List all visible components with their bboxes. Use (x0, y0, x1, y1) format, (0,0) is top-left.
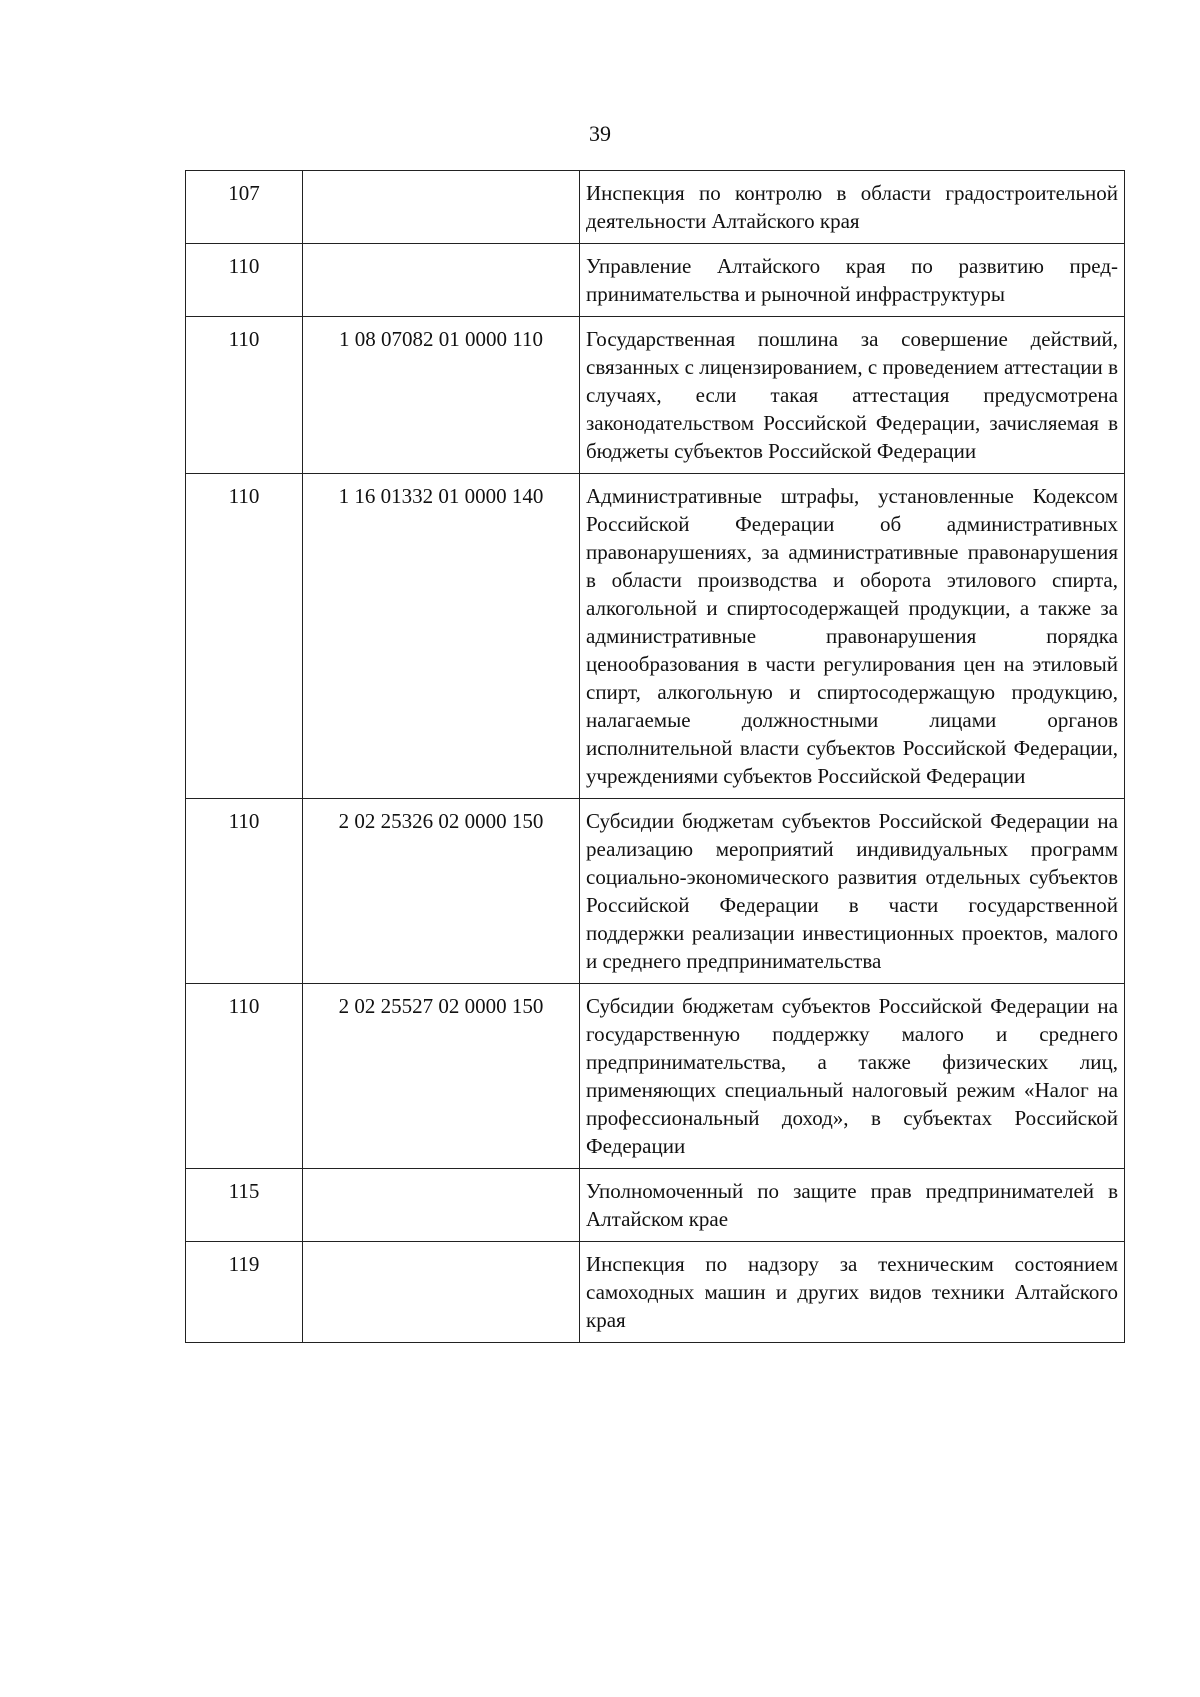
chapter-code-cell: 110 (186, 244, 303, 317)
revenue-name-cell: Государственная пошлина за совершение действий, связанных с лицензированием, с проведением аттестации в случаях, если такая аттестация предусмотрена законодательством Российской Федерации, зачисляемая в бюджеты субъектов Российской Федерации (580, 317, 1125, 474)
revenue-name-cell: Субсидии бюджетам субъектов Российской Федерации на реализацию мероприятий индивидуальных программ социально-экономического развития отдельных субъектов Российской Федерации в части государственной поддержки реализации инвестиционных проектов, малого и среднего предпринимательства (580, 799, 1125, 984)
page-number: 39 (589, 121, 611, 146)
chapter-code-cell: 115 (186, 1169, 303, 1242)
chapter-code-cell: 119 (186, 1242, 303, 1343)
revenue-code-cell (303, 1242, 580, 1343)
table-row (186, 171, 1125, 244)
chapter-code-cell: 110 (186, 984, 303, 1169)
revenue-code-cell: 1 16 01332 01 0000 140 (303, 474, 580, 799)
revenue-code-cell: 1 08 07082 01 0000 110 (303, 317, 580, 474)
revenue-name-cell: Инспекция по надзору за техническим состоянием самоходных машин и других видов техники Алтайского края (580, 1242, 1125, 1343)
revenue-name-cell: Управление Алтайского края по развитию предпринимательства и рыночной инфраструктуры (580, 244, 1125, 317)
revenue-code-cell (303, 1169, 580, 1242)
revenue-classification-table (185, 170, 1125, 1343)
table-row (186, 474, 1125, 799)
table-row (186, 799, 1125, 984)
revenue-code-cell: 2 02 25527 02 0000 150 (303, 984, 580, 1169)
table-row (186, 1169, 1125, 1242)
chapter-code-cell: 110 (186, 474, 303, 799)
revenue-name-cell: Инспекция по контролю в области градостроительной деятельности Алтайского края (580, 171, 1125, 244)
revenue-code-cell (303, 171, 580, 244)
revenue-code-cell (303, 244, 580, 317)
table-row (186, 1242, 1125, 1343)
table-row (186, 984, 1125, 1169)
revenue-name-cell: Уполномоченный по защите прав предпринимателей в Алтайском крае (580, 1169, 1125, 1242)
chapter-code-cell: 110 (186, 799, 303, 984)
table-row (186, 317, 1125, 474)
table-row (186, 244, 1125, 317)
revenue-code-cell: 2 02 25326 02 0000 150 (303, 799, 580, 984)
revenue-name-cell: Административные штрафы, установленные Кодексом Российской Федерации об административных правонарушениях, за административные правонарушения в области производства и оборота этилового спирта, алкогольной и спиртосодержащей продукции, а также за административные правонарушения порядка ценообразования в части регулирования цен на этиловый спирт, алкогольную и спиртосодержащую продукцию, налагаемые должностными лицами органов исполнительной власти субъектов Российской Федерации, учреждениями субъектов Российской Федерации (580, 474, 1125, 799)
chapter-code-cell: 110 (186, 317, 303, 474)
chapter-code-cell: 107 (186, 171, 303, 244)
revenue-name-cell: Субсидии бюджетам субъектов Российской Федерации на государственную поддержку малого и среднего предпринимательства, а также физических лиц, применяющих специальный налоговый режим «Налог на профессиональный доход», в субъектах Российской Федерации (580, 984, 1125, 1169)
